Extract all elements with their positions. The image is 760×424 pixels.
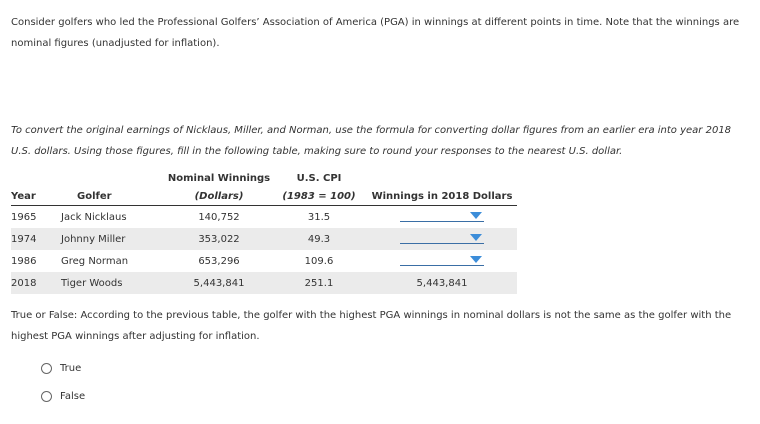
row-golfer: Jack Nicklaus bbox=[61, 211, 127, 223]
winnings-dropdown-miller[interactable] bbox=[400, 233, 484, 244]
winnings-dropdown-nicklaus[interactable] bbox=[400, 211, 484, 222]
row-cpi: 251.1 bbox=[271, 272, 367, 294]
row-golfer: Johnny Miller bbox=[47, 228, 167, 250]
header-golfer: Golfer bbox=[47, 187, 167, 206]
row-winnings-2018: 5,443,841 bbox=[367, 272, 517, 294]
intro-text: Consider golfers who led the Professional Golfers’ Association of America (PGA) in winnings at different points in time. Note that the winnings are nominal figures (unadjusted for inflation). bbox=[11, 17, 740, 49]
false-label[interactable]: False bbox=[60, 391, 86, 402]
true-radio[interactable] bbox=[41, 363, 81, 374]
table-row bbox=[11, 228, 517, 250]
dropdown-arrow-icon bbox=[470, 212, 482, 219]
row-cpi: 49.3 bbox=[271, 228, 367, 250]
header-winnings-2018: Winnings in 2018 Dollars bbox=[367, 187, 517, 206]
row-cpi: 109.6 bbox=[304, 255, 334, 267]
row-cpi: 31.5 bbox=[307, 211, 331, 223]
table-row bbox=[11, 250, 517, 272]
row-nominal: 140,752 bbox=[198, 211, 240, 223]
row-golfer: Tiger Woods bbox=[47, 272, 167, 294]
header-cpi-top: U.S. CPI bbox=[296, 172, 342, 184]
row-nominal: 5,443,841 bbox=[167, 272, 271, 294]
row-golfer: Greg Norman bbox=[61, 255, 129, 267]
winnings-table bbox=[11, 169, 517, 294]
instructions-text: To convert the original earnings of Nicklaus, Miller, and Norman, use the formula for converting dollar figures from an earlier era into year 2018 U.S. dollars. Using those figures, fill in the following table, making sure to round your responses to the nearest U.S. dollar. bbox=[11, 125, 732, 157]
radio-circle-icon[interactable] bbox=[41, 363, 52, 374]
header-year: Year bbox=[11, 187, 47, 206]
dropdown-arrow-icon bbox=[470, 234, 482, 241]
row-year: 1974 bbox=[11, 228, 47, 250]
row-nominal: 353,022 bbox=[167, 228, 271, 250]
dropdown-arrow-icon bbox=[470, 256, 482, 263]
header-nominal-top: Nominal Winnings bbox=[167, 172, 271, 184]
radio-circle-icon[interactable] bbox=[41, 391, 52, 402]
winnings-dropdown-norman[interactable] bbox=[400, 255, 484, 266]
header-cpi-sub: (1983 = 100) bbox=[271, 187, 367, 206]
true-label[interactable]: True bbox=[60, 363, 82, 374]
table-row bbox=[11, 206, 517, 229]
table-row bbox=[11, 272, 517, 294]
row-year: 1986 bbox=[11, 255, 37, 267]
row-year: 1965 bbox=[11, 211, 37, 223]
row-nominal: 653,296 bbox=[198, 255, 240, 267]
row-year: 2018 bbox=[11, 272, 47, 294]
header-nominal-sub: (Dollars) bbox=[167, 187, 271, 206]
question-text: True or False: According to the previous table, the golfer with the highest PGA winnings in nominal dollars is not the same as the golfer with the highest PGA winnings after adjusting for inflation. bbox=[11, 310, 732, 342]
false-radio[interactable] bbox=[41, 391, 85, 402]
